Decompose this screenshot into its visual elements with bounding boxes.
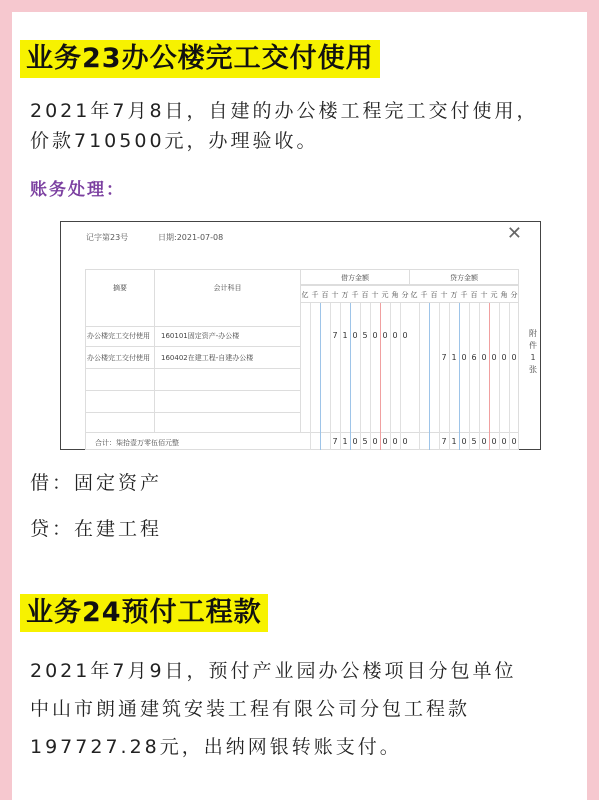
description-line: 197727.28元，出纳网银转账支付。 <box>30 736 402 758</box>
digit-column-line <box>330 302 331 450</box>
digit-unit-label: 元 <box>490 291 498 299</box>
amount-digit: 7 <box>441 353 447 362</box>
total-digit: 0 <box>352 437 358 446</box>
total-digit: 0 <box>372 437 378 446</box>
digit-column-line <box>489 302 490 450</box>
attachment-count <box>527 328 539 376</box>
total-digit: 1 <box>342 437 348 446</box>
description-line: 价款710500元，办理验收。 <box>30 130 319 152</box>
header-divider <box>300 302 519 303</box>
total-label: 合计：柒拾壹万零伍佰元整 <box>95 439 179 447</box>
digit-unit-label: 亿 <box>301 291 309 299</box>
amount-digit: 0 <box>352 331 358 340</box>
attachment-char: 1 <box>530 353 536 362</box>
total-digit: 0 <box>491 437 497 446</box>
table-row[interactable] <box>85 368 301 391</box>
digit-unit-label: 千 <box>311 291 319 299</box>
total-digit: 5 <box>362 437 368 446</box>
digit-column-line <box>350 302 351 450</box>
amount-digit: 0 <box>491 353 497 362</box>
digit-unit-label: 十 <box>371 291 379 299</box>
total-digit: 0 <box>461 437 467 446</box>
attachment-char: 张 <box>529 365 537 374</box>
total-digit: 0 <box>402 437 408 446</box>
voucher-number: 记字第23号 <box>86 233 129 242</box>
digit-column-line <box>439 302 440 450</box>
digit-column-line <box>419 302 420 450</box>
total-digit: 7 <box>332 437 338 446</box>
row-summary: 办公楼完工交付使用 <box>87 354 150 362</box>
digit-column-line <box>400 302 401 450</box>
total-digit: 7 <box>441 437 447 446</box>
digit-unit-label: 百 <box>470 291 478 299</box>
amount-digit: 0 <box>372 331 378 340</box>
digit-unit-label: 分 <box>401 291 409 299</box>
summary-header: 摘要 <box>113 284 127 292</box>
digit-column-line <box>449 302 450 450</box>
digit-column-line <box>499 302 500 450</box>
digit-column-line <box>380 302 381 450</box>
voucher-date: 日期:2021-07-08 <box>158 233 224 242</box>
section-title-23: 业务23办公楼完工交付使用 <box>20 40 380 78</box>
credit-header-cell <box>409 269 519 285</box>
total-digit: 5 <box>471 437 477 446</box>
description-line: 2021年7月8日，自建的办公楼工程完工交付使用， <box>30 100 539 122</box>
amount-digit: 0 <box>501 353 507 362</box>
digit-unit-label: 万 <box>450 291 458 299</box>
digit-unit-label: 十 <box>440 291 448 299</box>
digit-unit-label: 角 <box>500 291 508 299</box>
digit-unit-label: 十 <box>331 291 339 299</box>
total-digit: 0 <box>481 437 487 446</box>
digit-unit-label: 千 <box>420 291 428 299</box>
digit-unit-label: 分 <box>510 291 518 299</box>
debit-header: 借方金额 <box>341 274 369 282</box>
digit-unit-label: 百 <box>361 291 369 299</box>
account-header: 会计科目 <box>213 284 242 292</box>
digit-unit-label: 角 <box>391 291 399 299</box>
amount-digit: 0 <box>392 331 398 340</box>
table-row[interactable] <box>85 412 301 433</box>
digit-unit-label: 元 <box>381 291 389 299</box>
credit-header: 贷方金额 <box>450 274 478 282</box>
amount-digit: 6 <box>471 353 477 362</box>
digit-unit-label: 千 <box>351 291 359 299</box>
amount-digit: 0 <box>382 331 388 340</box>
total-digit: 0 <box>382 437 388 446</box>
voucher-panel <box>60 221 541 450</box>
attachment-char: 件 <box>529 341 537 350</box>
total-digit: 0 <box>501 437 507 446</box>
digit-column-line <box>390 302 391 450</box>
description-line: 中山市朗通建筑安装工程有限公司分包工程款 <box>30 698 471 720</box>
digit-column-line <box>469 302 470 450</box>
amount-digit: 0 <box>402 331 408 340</box>
row-account: 160101固定资产-办公楼 <box>161 332 240 340</box>
row-summary: 办公楼完工交付使用 <box>87 332 150 340</box>
summary-header-cell <box>85 269 155 327</box>
digit-column-line <box>429 302 430 450</box>
debit-header-cell <box>300 269 410 285</box>
row-account: 160402在建工程-自建办公楼 <box>161 354 254 362</box>
digit-unit-label: 万 <box>341 291 349 299</box>
table-row[interactable] <box>85 390 301 413</box>
amount-digit: 0 <box>511 353 517 362</box>
digit-column-line <box>509 302 510 450</box>
amount-digit: 7 <box>332 331 338 340</box>
digit-unit-label: 千 <box>460 291 468 299</box>
amount-digit: 1 <box>451 353 457 362</box>
digit-column-line <box>459 302 460 450</box>
debit-entry: 借：固定资产 <box>30 472 163 494</box>
close-icon[interactable]: ✕ <box>506 223 522 244</box>
column-divider <box>154 326 155 433</box>
digit-unit-label: 十 <box>480 291 488 299</box>
digit-column-line <box>370 302 371 450</box>
accounting-label: 账务处理： <box>30 180 125 200</box>
amount-digit: 1 <box>342 331 348 340</box>
digit-column-line <box>360 302 361 450</box>
description-line: 2021年7月9日，预付产业园办公楼项目分包单位 <box>30 660 517 682</box>
digit-column-line <box>320 302 321 450</box>
attachment-char: 附 <box>529 329 537 338</box>
digit-column-line <box>310 302 311 450</box>
digit-unit-label: 百 <box>321 291 329 299</box>
digit-column-line <box>340 302 341 450</box>
digit-unit-label: 百 <box>430 291 438 299</box>
total-digit: 1 <box>451 437 457 446</box>
account-header-cell <box>154 269 301 327</box>
credit-entry: 贷：在建工程 <box>30 518 163 540</box>
section-23-description <box>30 96 539 156</box>
amount-digit: 0 <box>481 353 487 362</box>
amount-digit: 0 <box>461 353 467 362</box>
total-digit: 0 <box>392 437 398 446</box>
section-24-description <box>30 652 517 766</box>
section-title-24: 业务24预付工程款 <box>20 594 268 632</box>
digit-column-line <box>479 302 480 450</box>
amount-digit: 5 <box>362 331 368 340</box>
total-digit: 0 <box>511 437 517 446</box>
digit-unit-label: 亿 <box>410 291 418 299</box>
